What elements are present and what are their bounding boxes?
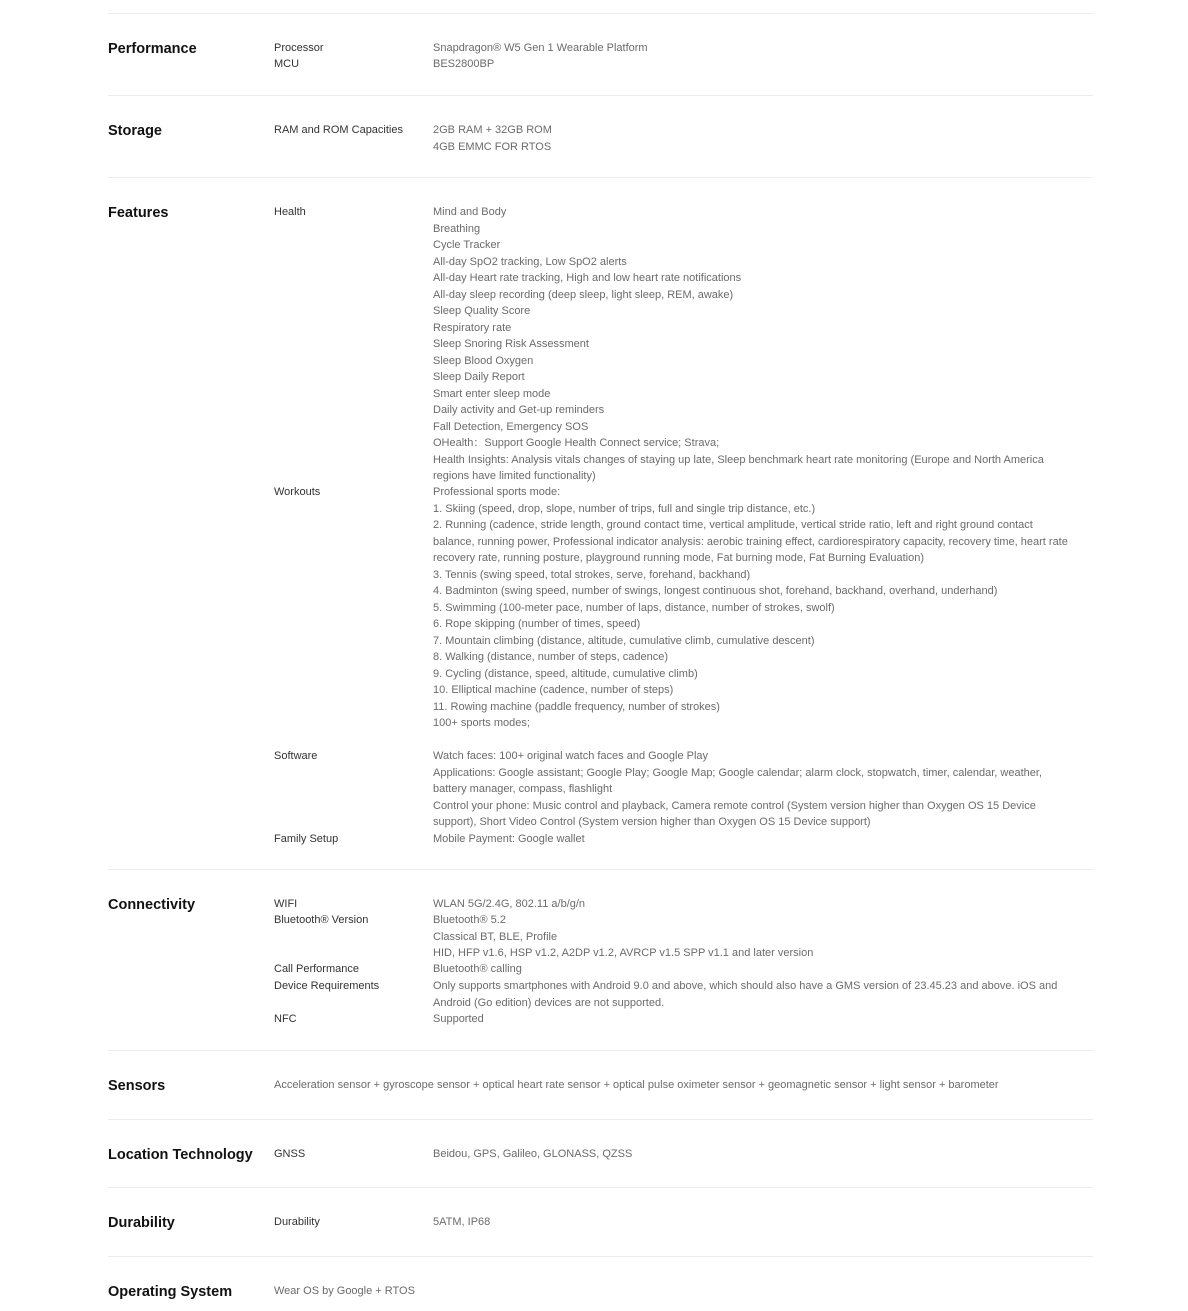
spec-value-family-setup: Mobile Payment: Google wallet [433, 833, 585, 845]
section-title: Performance [108, 41, 197, 57]
section-divider [108, 1119, 1093, 1120]
spec-label-durability: Durability [274, 1216, 320, 1228]
value-line: 10. Elliptical machine (cadence, number of steps) [433, 684, 674, 696]
value-line: Daily activity and Get-up reminders [433, 404, 605, 416]
value-line: Professional sports mode: [433, 486, 561, 498]
spec-label-gnss: GNSS [274, 1148, 306, 1160]
value-line: 9. Cycling (distance, speed, altitude, cumulative climb) [433, 667, 698, 680]
value-line: OHealth：Support Google Health Connect service; Strava; [433, 437, 720, 449]
spec-value-mcu: BES2800BP [433, 58, 495, 70]
spec-value-ram-rom [433, 122, 1073, 155]
section-title: Sensors [108, 1078, 166, 1094]
spec-label-call-performance: Call Performance [274, 963, 359, 975]
section-divider [108, 1187, 1093, 1188]
section-title: Features [108, 205, 169, 221]
spec-value-device-requirements: Only supports smartphones with Android 9.0 and above, which should also have a GMS version of 23.45.23 and above. iOS and Android (Go edition) devices are not supported. [433, 980, 1058, 1009]
value-line: Smart enter sleep mode [433, 387, 551, 400]
value-line: Respiratory rate [433, 321, 512, 334]
value-line: 11. Rowing machine (paddle frequency, number of strokes) [433, 700, 720, 713]
value-line: Sleep Daily Report [433, 371, 525, 383]
section-title: Location Technology [108, 1147, 253, 1163]
value-line: 4GB EMMC FOR RTOS [433, 140, 552, 153]
spec-label-processor: Processor [274, 42, 324, 54]
spec-value-processor: Snapdragon® W5 Gen 1 Wearable Platform [433, 42, 648, 54]
value-line: Sleep Blood Oxygen [433, 354, 534, 367]
spec-value-workouts [433, 484, 1073, 732]
value-line: Watch faces: 100+ original watch faces and Google Play [433, 750, 709, 762]
value-line: Mind and Body [433, 206, 507, 218]
section-title: Durability [108, 1215, 175, 1231]
value-line: Applications: Google assistant; Google Play; Google Map; Google calendar; alarm clock, stopwatch, timer, calendar, weather, battery manager, compass, flashlight [433, 766, 1042, 795]
spec-value-sensors: Acceleration sensor + gyroscope sensor + optical heart rate sensor + optical pulse oximeter sensor + geomagnetic sensor + light sensor + barometer [274, 1079, 999, 1091]
value-line: 3. Tennis (swing speed, total strokes, serve, forehand, backhand) [433, 568, 751, 581]
value-line: Cycle Tracker [433, 239, 501, 251]
value-line: All-day SpO2 tracking, Low SpO2 alerts [433, 255, 627, 268]
spec-label-health: Health [274, 206, 306, 218]
section-divider [108, 869, 1093, 870]
spec-label-nfc: NFC [274, 1013, 297, 1025]
section-title: Operating System [108, 1284, 233, 1300]
value-line: 2GB RAM + 32GB ROM [433, 124, 552, 136]
value-line: Classical BT, BLE, Profile [433, 930, 558, 943]
value-line: 5. Swimming (100-meter pace, number of laps, distance, number of strokes, swolf) [433, 601, 835, 614]
value-line: Health Insights: Analysis vitals changes of staying up late, Sleep benchmark heart rate monitoring (Europe and North America regions have limited functionality) [433, 453, 1044, 482]
spec-value-bluetooth [433, 912, 1073, 962]
value-line: 1. Skiing (speed, drop, slope, number of trips, full and single trip distance, etc.) [433, 502, 816, 515]
value-line: 7. Mountain climbing (distance, altitude, cumulative climb, cumulative descent) [433, 634, 815, 647]
spec-value-wifi: WLAN 5G/2.4G, 802.11 a/b/g/n [433, 898, 586, 910]
spec-label-ram-rom: RAM and ROM Capacities [274, 124, 403, 136]
spec-label-workouts: Workouts [274, 486, 321, 498]
spec-value-software [433, 748, 1073, 831]
spec-value-call-performance: Bluetooth® calling [433, 963, 522, 975]
value-line: Fall Detection, Emergency SOS [433, 420, 589, 433]
section-divider [108, 1256, 1093, 1257]
section-title: Connectivity [108, 897, 196, 913]
spec-value-os: Wear OS by Google + RTOS [274, 1285, 415, 1297]
value-line: HID, HFP v1.6, HSP v1.2, A2DP v1.2, AVRCP v1.5 SPP v1.1 and later version [433, 947, 814, 959]
value-line: Sleep Quality Score [433, 305, 531, 317]
value-line: Bluetooth® 5.2 [433, 914, 506, 926]
value-line: 6. Rope skipping (number of times, speed) [433, 618, 641, 630]
spec-value-health [433, 204, 1073, 485]
value-line: All-day Heart rate tracking, High and low heart rate notifications [433, 272, 742, 284]
top-divider [108, 13, 1093, 14]
value-line: Sleep Snoring Risk Assessment [433, 338, 589, 350]
value-line: 4. Badminton (swing speed, number of swings, longest continuous shot, forehand, backhand, overhand, underhand) [433, 585, 998, 597]
section-divider [108, 1050, 1093, 1051]
value-line: 2. Running (cadence, stride length, ground contact time, vertical amplitude, vertical stride ratio, left and right ground contact balance, running power, Professional indicator analysis: aerobic training effect, cardiorespiratory capacity, recovery time, heart rate recovery rate, running posture, playground running mode, Fat burning mode, Fat Burning Evaluation) [433, 519, 1068, 564]
section-divider [108, 177, 1093, 178]
value-line: Breathing [433, 222, 481, 235]
spec-value-durability: 5ATM, IP68 [433, 1216, 491, 1228]
spec-label-software: Software [274, 750, 318, 762]
section-divider [108, 95, 1093, 96]
spec-value-nfc: Supported [433, 1013, 484, 1025]
spec-label-device-requirements: Device Requirements [274, 980, 380, 992]
value-line: 8. Walking (distance, number of steps, cadence) [433, 651, 668, 663]
spec-label-bluetooth: Bluetooth® Version [274, 914, 369, 926]
value-line: Control your phone: Music control and playback, Camera remote control (System version higher than Oxygen OS 15 Device support), Short Video Control (System version higher than Oxygen OS 15 Device support) [433, 799, 1036, 828]
value-line: 100+ sports modes; [433, 717, 530, 729]
spec-label-wifi: WIFI [274, 898, 298, 910]
section-title: Storage [108, 123, 162, 139]
spec-label-mcu: MCU [274, 58, 300, 70]
value-line: All-day sleep recording (deep sleep, light sleep, REM, awake) [433, 288, 734, 301]
spec-label-family-setup: Family Setup [274, 833, 339, 845]
spec-value-gnss: Beidou, GPS, Galileo, GLONASS, QZSS [433, 1148, 633, 1160]
